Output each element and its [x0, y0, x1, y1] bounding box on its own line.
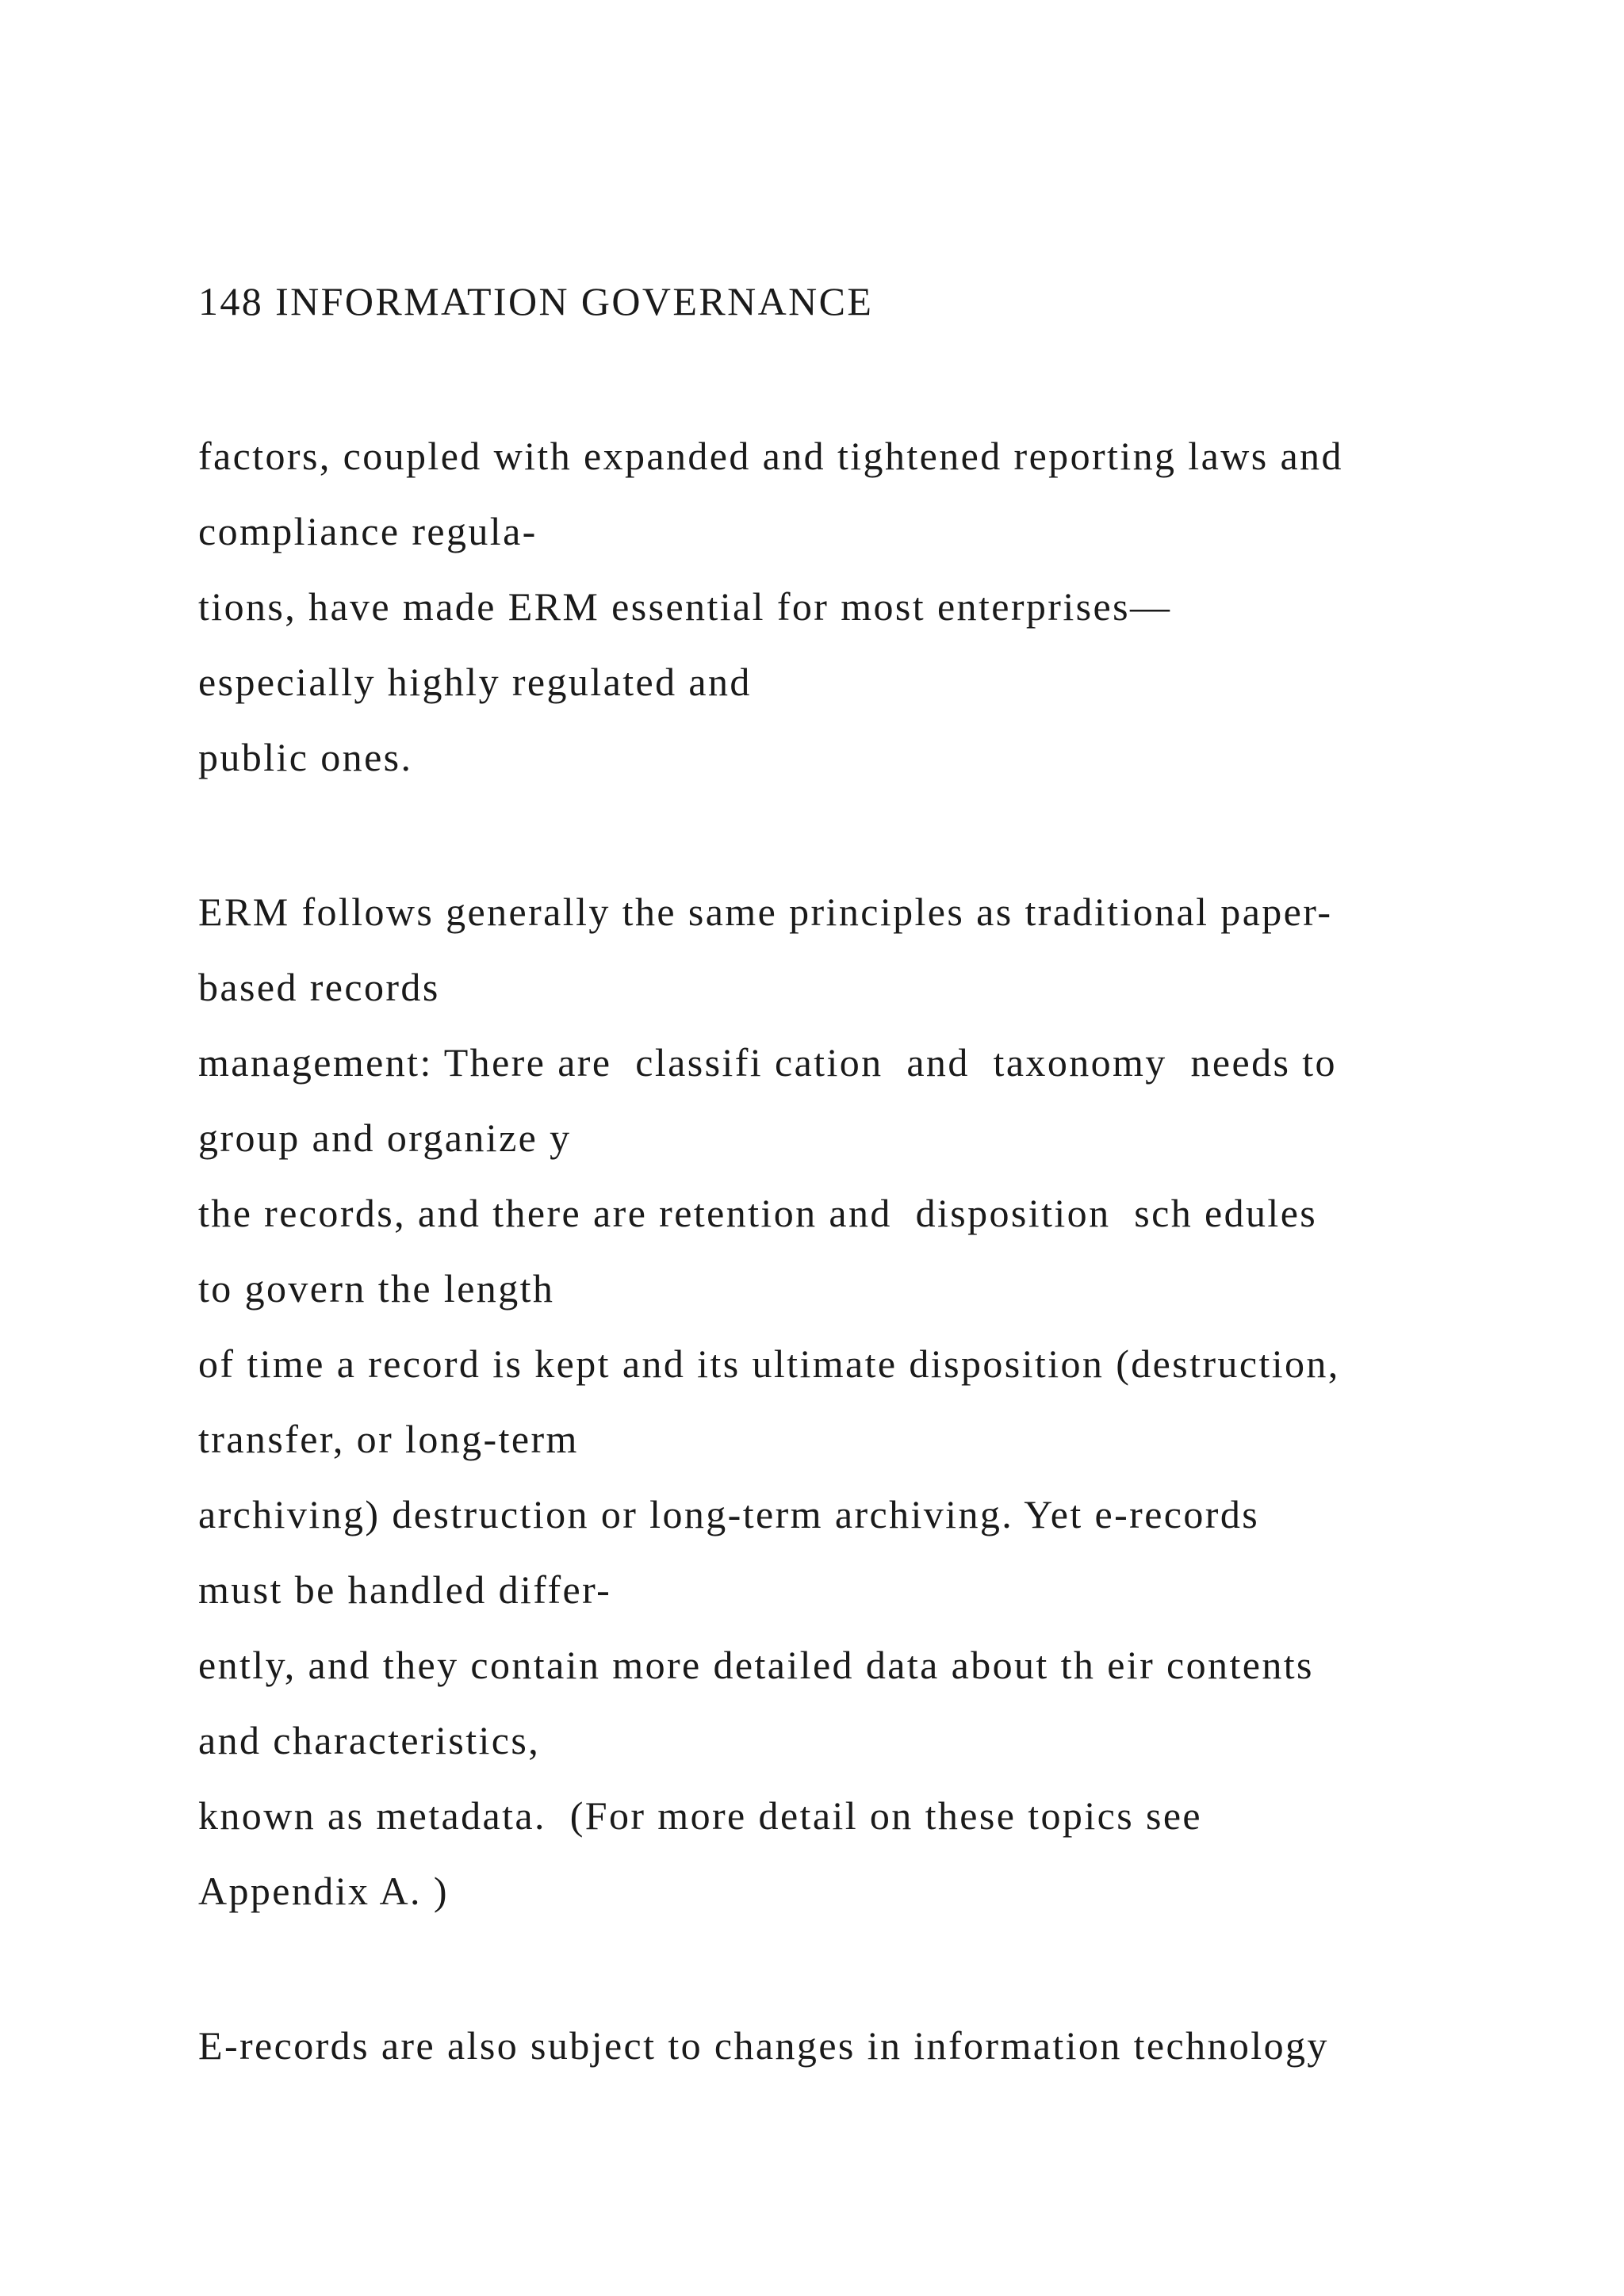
text-line: compliance regula- — [198, 509, 538, 553]
text-line: especially highly regulated and — [198, 660, 752, 704]
text-line: E-records are also subject to changes in information technology — [198, 2023, 1329, 2068]
running-head: 148 INFORMATION GOVERNANCE — [198, 279, 874, 323]
text-line: of time a record is kept and its ultimate disposition (destruction, — [198, 1341, 1340, 1386]
text-line: group and organize y — [198, 1115, 572, 1160]
text-line: to govern the length — [198, 1266, 555, 1311]
text-line: archiving) destruction or long-term archiving. Yet e-records — [198, 1492, 1260, 1536]
text-line: ERM follows generally the same principles as traditional paper- — [198, 890, 1333, 934]
text-line: management: There are classifi cation and taxonomy needs to — [198, 1040, 1337, 1085]
text-line: tions, have made ERM essential for most enterprises— — [198, 584, 1172, 629]
text-line: Appendix A. ) — [198, 1869, 449, 1913]
text-line: based records — [198, 965, 440, 1009]
text-line: known as metadata. (For more detail on these topics see — [198, 1793, 1203, 1838]
text-line: and characteristics, — [198, 1718, 541, 1762]
text-line: factors, coupled with expanded and tightened reporting laws and — [198, 434, 1343, 478]
text-line: ently, and they contain more detailed data about th eir contents — [198, 1643, 1314, 1687]
text-line: public ones. — [198, 735, 413, 779]
text-line: transfer, or long-term — [198, 1417, 579, 1461]
text-line: the records, and there are retention and disposition sch edules — [198, 1191, 1318, 1235]
text-line: must be handled differ- — [198, 1567, 612, 1612]
